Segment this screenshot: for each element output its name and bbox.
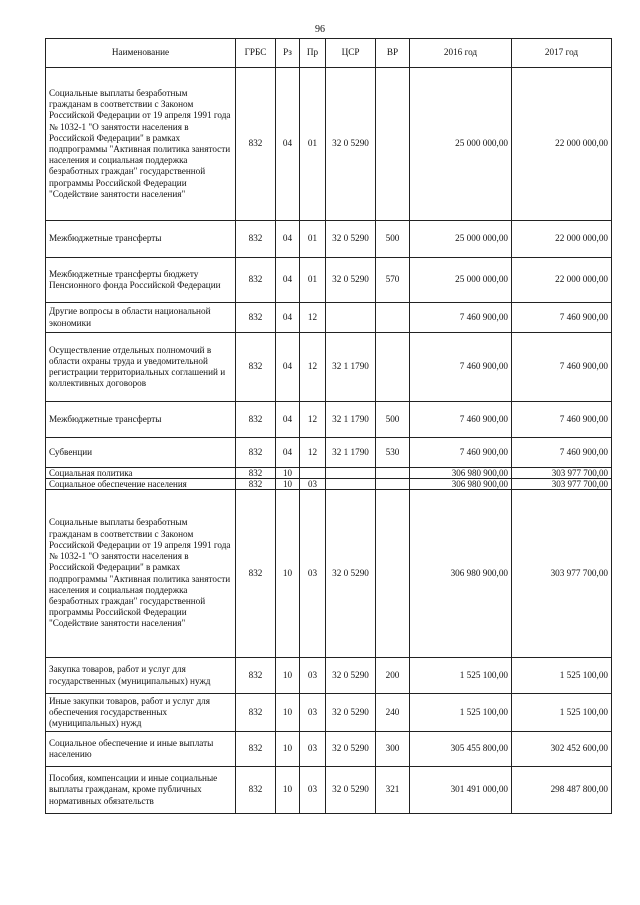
row-pr: 12	[300, 333, 326, 402]
row-2016: 25 000 000,00	[410, 68, 512, 221]
row-grbs: 832	[236, 767, 276, 814]
row-vr: 500	[376, 402, 410, 438]
row-pr: 03	[300, 479, 326, 490]
row-2017: 303 977 700,00	[512, 479, 612, 490]
row-rz: 04	[276, 303, 300, 333]
row-2017: 7 460 900,00	[512, 438, 612, 468]
row-2017: 1 525 100,00	[512, 694, 612, 732]
row-name: Социальная политика	[46, 468, 236, 479]
row-csr: 32 0 5290	[326, 258, 376, 303]
row-grbs: 832	[236, 732, 276, 767]
row-rz: 10	[276, 767, 300, 814]
row-csr: 32 0 5290	[326, 221, 376, 258]
row-2016: 306 980 900,00	[410, 479, 512, 490]
row-grbs: 832	[236, 694, 276, 732]
row-pr: 03	[300, 658, 326, 694]
row-2017: 303 977 700,00	[512, 468, 612, 479]
table-row	[46, 438, 612, 468]
row-csr: 32 0 5290	[326, 490, 376, 658]
row-2016: 1 525 100,00	[410, 658, 512, 694]
row-grbs: 832	[236, 479, 276, 490]
row-csr: 32 0 5290	[326, 658, 376, 694]
row-vr	[376, 479, 410, 490]
row-rz: 10	[276, 490, 300, 658]
row-pr: 01	[300, 258, 326, 303]
row-vr	[376, 333, 410, 402]
table-row	[46, 221, 612, 258]
row-csr: 32 1 1790	[326, 402, 376, 438]
row-vr: 200	[376, 658, 410, 694]
row-csr: 32 0 5290	[326, 732, 376, 767]
row-grbs: 832	[236, 303, 276, 333]
row-grbs: 832	[236, 658, 276, 694]
row-rz: 10	[276, 658, 300, 694]
row-vr	[376, 468, 410, 479]
row-csr	[326, 468, 376, 479]
row-csr	[326, 303, 376, 333]
row-pr: 03	[300, 490, 326, 658]
row-rz: 10	[276, 468, 300, 479]
row-csr: 32 1 1790	[326, 438, 376, 468]
row-vr	[376, 490, 410, 658]
row-pr: 12	[300, 303, 326, 333]
row-grbs: 832	[236, 402, 276, 438]
row-2017: 7 460 900,00	[512, 333, 612, 402]
row-2017: 22 000 000,00	[512, 258, 612, 303]
row-2016: 306 980 900,00	[410, 490, 512, 658]
row-name: Социальные выплаты безработным гражданам в соответствии с Законом Российской Федерации от 19 апреля 1991 года № 1032-1 "О занятости населения в Российской Федерации" в рамках подпрограммы "Активная политика занятости населения и социальная поддержка безработных граждан" государственной программы Российской Федерации "Содействие занятости населения"	[46, 490, 236, 658]
row-name: Социальные выплаты безработным гражданам в соответствии с Законом Российской Федерации от 19 апреля 1991 года № 1032-1 "О занятости населения в Российской Федерации" в рамках подпрограммы "Активная политика занятости населения и социальная поддержка безработных граждан" государственной программы Российской Федерации "Содействие занятости населения"	[46, 68, 236, 221]
row-name: Социальное обеспечение населения	[46, 479, 236, 490]
row-2017: 22 000 000,00	[512, 68, 612, 221]
row-2016: 306 980 900,00	[410, 468, 512, 479]
table-row	[46, 694, 612, 732]
row-2016: 7 460 900,00	[410, 438, 512, 468]
row-vr: 300	[376, 732, 410, 767]
col-header-vr: ВР	[376, 39, 410, 68]
row-pr: 01	[300, 68, 326, 221]
col-header-csr: ЦСР	[326, 39, 376, 68]
row-rz: 04	[276, 333, 300, 402]
row-name: Пособия, компенсации и иные социальные выплаты гражданам, кроме публичных нормативных обязательств	[46, 767, 236, 814]
row-2016: 1 525 100,00	[410, 694, 512, 732]
row-csr	[326, 479, 376, 490]
row-grbs: 832	[236, 258, 276, 303]
row-2016: 25 000 000,00	[410, 258, 512, 303]
row-name: Межбюджетные трансферты	[46, 221, 236, 258]
row-rz: 04	[276, 438, 300, 468]
col-header-pr: Пр	[300, 39, 326, 68]
row-vr: 240	[376, 694, 410, 732]
row-vr: 500	[376, 221, 410, 258]
header-row	[46, 39, 612, 68]
table-row	[46, 333, 612, 402]
row-name: Другие вопросы в области национальной экономики	[46, 303, 236, 333]
row-vr: 570	[376, 258, 410, 303]
row-grbs: 832	[236, 68, 276, 221]
row-name: Межбюджетные трансферты	[46, 402, 236, 438]
row-rz: 10	[276, 732, 300, 767]
row-name: Иные закупки товаров, работ и услуг для обеспечения государственных (муниципальных) нужд	[46, 694, 236, 732]
table-row	[46, 402, 612, 438]
row-2017: 22 000 000,00	[512, 221, 612, 258]
row-rz: 04	[276, 402, 300, 438]
row-csr: 32 0 5290	[326, 68, 376, 221]
page-number: 96	[315, 24, 325, 35]
row-csr: 32 0 5290	[326, 694, 376, 732]
row-grbs: 832	[236, 490, 276, 658]
row-name: Социальное обеспечение и иные выплаты населению	[46, 732, 236, 767]
row-name: Межбюджетные трансферты бюджету Пенсионного фонда Российской Федерации	[46, 258, 236, 303]
row-pr: 03	[300, 767, 326, 814]
col-header-rz: Рз	[276, 39, 300, 68]
row-vr: 530	[376, 438, 410, 468]
row-pr: 01	[300, 221, 326, 258]
col-header-name: Наименование	[46, 39, 236, 68]
row-2016: 301 491 000,00	[410, 767, 512, 814]
table-row	[46, 732, 612, 767]
row-vr	[376, 68, 410, 221]
row-2016: 25 000 000,00	[410, 221, 512, 258]
row-grbs: 832	[236, 468, 276, 479]
row-rz: 04	[276, 68, 300, 221]
table-row	[46, 658, 612, 694]
row-rz: 04	[276, 221, 300, 258]
row-pr	[300, 468, 326, 479]
row-pr: 03	[300, 694, 326, 732]
row-2016: 7 460 900,00	[410, 303, 512, 333]
row-rz: 04	[276, 258, 300, 303]
row-name: Закупка товаров, работ и услуг для государственных (муниципальных) нужд	[46, 658, 236, 694]
row-2017: 298 487 800,00	[512, 767, 612, 814]
row-2016: 7 460 900,00	[410, 402, 512, 438]
row-name: Субвенции	[46, 438, 236, 468]
row-2017: 7 460 900,00	[512, 402, 612, 438]
table-row	[46, 303, 612, 333]
row-pr: 12	[300, 402, 326, 438]
row-2017: 303 977 700,00	[512, 490, 612, 658]
row-grbs: 832	[236, 333, 276, 402]
table-row	[46, 490, 612, 658]
row-csr: 32 0 5290	[326, 767, 376, 814]
row-rz: 10	[276, 479, 300, 490]
row-grbs: 832	[236, 438, 276, 468]
row-2017: 302 452 600,00	[512, 732, 612, 767]
row-2017: 7 460 900,00	[512, 303, 612, 333]
table-row	[46, 468, 612, 479]
row-rz: 10	[276, 694, 300, 732]
row-csr: 32 1 1790	[326, 333, 376, 402]
row-name: Осуществление отдельных полномочий в области охраны труда и уведомительной регистрации территориальных соглашений и коллективных договоров	[46, 333, 236, 402]
row-grbs: 832	[236, 221, 276, 258]
row-vr: 321	[376, 767, 410, 814]
table-row	[46, 479, 612, 490]
col-header-2016: 2016 год	[410, 39, 512, 68]
row-vr	[376, 303, 410, 333]
table-row	[46, 68, 612, 221]
row-pr: 03	[300, 732, 326, 767]
budget-table	[45, 38, 612, 814]
col-header-grbs: ГРБС	[236, 39, 276, 68]
table-row	[46, 767, 612, 814]
row-2016: 7 460 900,00	[410, 333, 512, 402]
table-row	[46, 258, 612, 303]
col-header-2017: 2017 год	[512, 39, 612, 68]
row-pr: 12	[300, 438, 326, 468]
row-2016: 305 455 800,00	[410, 732, 512, 767]
row-2017: 1 525 100,00	[512, 658, 612, 694]
